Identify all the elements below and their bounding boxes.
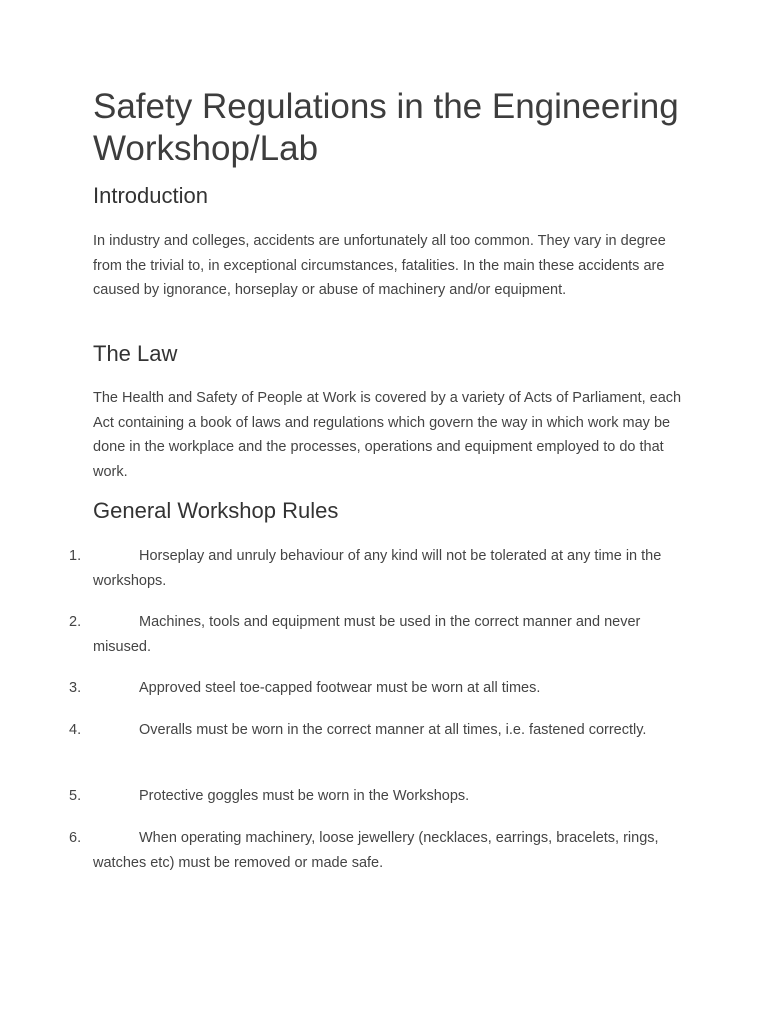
rules-heading: General Workshop Rules	[93, 498, 339, 523]
introduction-paragraph: In industry and colleges, accidents are unfortunately all too common. They vary in degree from the trivial to, in exceptional circumstances, fatalities. In the main these accidents are caused by ignorance, horseplay or abuse of machinery and/or equipment.	[93, 233, 666, 298]
rule-text: When operating machinery, loose jewellery (necklaces, earrings, bracelets, rings, watches etc) must be removed or made safe.	[93, 830, 659, 871]
rule-number: 2.	[69, 614, 82, 630]
rule-number: 1.	[69, 548, 82, 564]
rule-text: Protective goggles must be worn in the Workshops.	[139, 788, 470, 804]
rule-text: Horseplay and unruly behaviour of any kind will not be tolerated at any time in the workshops.	[93, 548, 662, 589]
rule-number: 6.	[69, 830, 82, 846]
rule-text: Machines, tools and equipment must be used in the correct manner and never misused.	[93, 614, 641, 655]
rule-text: Approved steel toe-capped footwear must be worn at all times.	[139, 680, 541, 696]
rule-number: 5.	[69, 788, 82, 804]
introduction-heading: Introduction	[93, 183, 208, 208]
rule-text: Overalls must be worn in the correct manner at all times, i.e. fastened correctly.	[139, 722, 647, 738]
rule-number: 4.	[69, 722, 82, 738]
document-title: Safety Regulations in the Engineering Workshop/Lab	[93, 87, 679, 168]
law-heading: The Law	[93, 341, 178, 366]
law-paragraph: The Health and Safety of People at Work is covered by a variety of Acts of Parliament, each Act containing a book of laws and regulations which govern the way in which work may be done in the workplace and the processes, operations and equipment employed to do that work.	[93, 390, 682, 480]
rule-number: 3.	[69, 680, 82, 696]
